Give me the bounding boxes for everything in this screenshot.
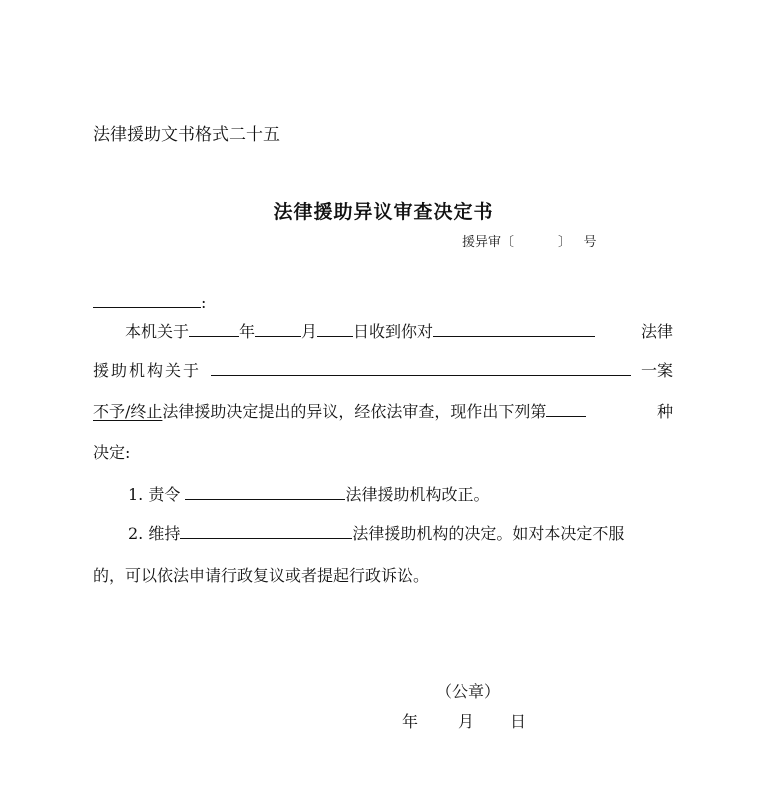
refuse-terminate-option: 不予/终止 <box>93 402 163 421</box>
month-label: 月 <box>301 322 318 341</box>
agency-blank <box>433 319 595 337</box>
item-2-tail: 法律援助机构的决定。如对本决定不服 <box>352 524 625 543</box>
item-2-label: 2. 维持 <box>128 524 181 543</box>
year-label: 年 <box>239 322 256 341</box>
addressee-blank <box>93 290 201 308</box>
date-line <box>402 709 526 732</box>
year-blank <box>189 319 239 337</box>
paragraph-line-3 <box>93 399 673 422</box>
doc-number-prefix: 援异审〔 <box>462 235 515 250</box>
document-title: 法律援助异议审查决定书 <box>273 201 494 223</box>
official-seal-label: （公章） <box>436 682 501 701</box>
item-1 <box>93 482 673 505</box>
line2-start: 援助机构关于 <box>93 361 202 380</box>
addressee-line <box>93 290 673 312</box>
day-blank <box>317 319 353 337</box>
paragraph-line-4 <box>93 440 673 463</box>
paragraph-line-1 <box>93 319 673 342</box>
month-blank <box>255 319 301 337</box>
case-blank <box>211 358 631 376</box>
doc-number-close: 〕 <box>558 235 572 250</box>
item-2-line-2 <box>93 563 673 586</box>
doc-number-suffix: 号 <box>583 235 597 250</box>
item-2-continuation: 的，可以依法申请行政复议或者提起行政诉讼。 <box>93 566 430 585</box>
form-number-header: 法律援助文书格式二十五 <box>93 125 280 145</box>
document-number <box>462 231 596 250</box>
line1-end: 法律 <box>640 322 673 341</box>
decision-label: 决定: <box>93 443 131 462</box>
line2-end: 一案 <box>640 361 673 380</box>
date-year: 年 <box>402 712 419 731</box>
line3-end: 种 <box>656 402 673 421</box>
received-text: 日收到你对 <box>353 322 434 341</box>
item-1-blank <box>185 482 345 500</box>
item-2-blank <box>180 521 352 539</box>
item-2 <box>93 521 673 544</box>
line3-text: 法律援助决定提出的异议，经依法审查，现作出下列第 <box>162 402 547 421</box>
date-day: 日 <box>510 712 527 731</box>
decision-type-blank <box>546 399 586 417</box>
item-1-tail: 法律援助机构改正。 <box>345 485 490 504</box>
addressee-colon: : <box>201 292 207 312</box>
item-1-label: 1. 责令 <box>128 485 181 504</box>
paragraph-line-2 <box>93 358 673 381</box>
received-prefix: 本机关于 <box>125 322 190 341</box>
date-month: 月 <box>458 712 475 731</box>
